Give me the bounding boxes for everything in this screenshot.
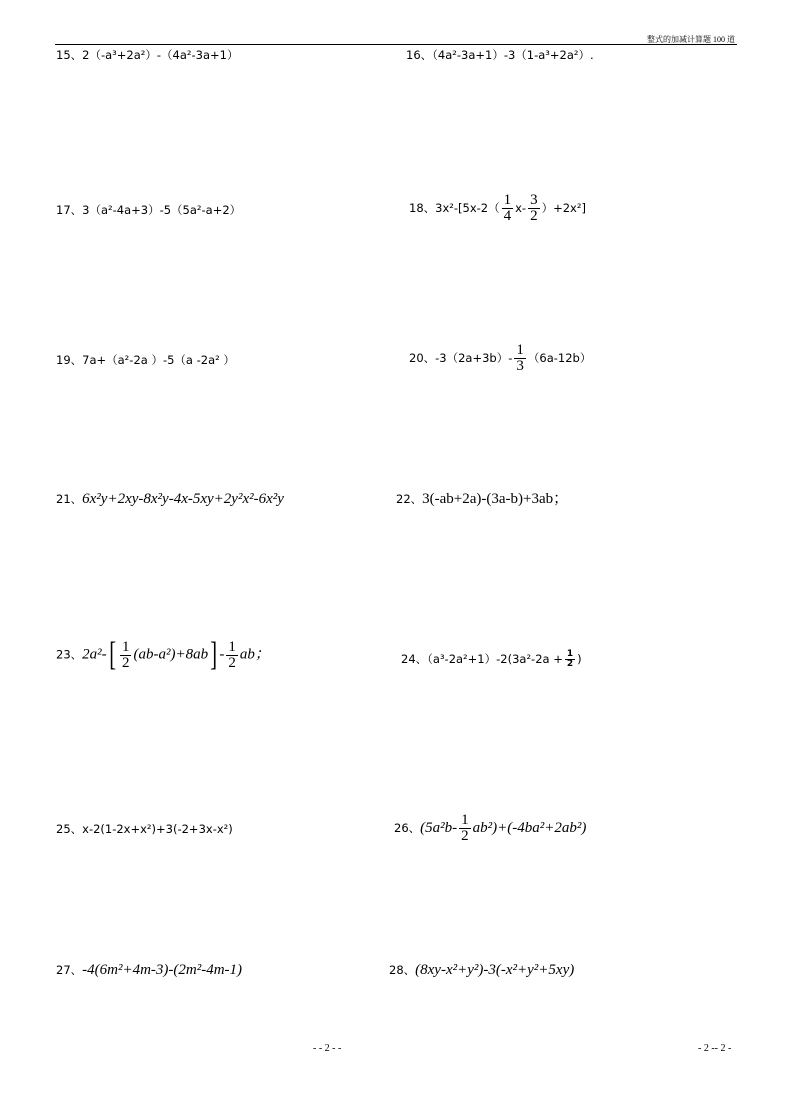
problem-16-expression: （4a²-3a+1）-3（1-a³+2a²）.	[432, 48, 594, 62]
problem-28	[389, 963, 574, 977]
problem-15-number: 15、	[56, 48, 83, 62]
right-bracket: ]	[210, 636, 218, 673]
page-header-title: 整式的加减计算题 100 道	[647, 35, 735, 44]
problem-26	[394, 813, 586, 844]
problem-27	[56, 963, 242, 977]
problem-23-inner: (ab-a²)+8ab	[133, 646, 209, 663]
problem-27-expression: -4(6m²+4m-3)-(2m²-4m-1)	[82, 962, 243, 978]
problem-27-number: 27、	[56, 963, 83, 977]
problem-24-fraction: $\frac{1}{2}$	[566, 649, 574, 669]
problem-23-fraction-2: $\frac{1}{2}$	[228, 638, 236, 671]
problem-18-number: 18、	[409, 201, 436, 215]
problem-16	[406, 48, 594, 62]
problem-20	[409, 343, 591, 374]
header-rule	[55, 44, 737, 45]
problem-26-fraction: $\frac{1}{2}$	[461, 812, 469, 844]
problem-25	[56, 822, 233, 836]
problem-18-pre: 3x²-[5x-2（	[435, 201, 500, 215]
problem-18-fraction-2: $\frac{3}{2}$	[530, 192, 538, 224]
problem-18-mid: x-	[515, 201, 527, 215]
problem-18	[409, 193, 586, 224]
problem-24-post: )	[577, 652, 582, 666]
problem-16-number: 16、	[406, 48, 433, 62]
problem-25-number: 25、	[56, 822, 83, 836]
problem-24-pre: （a³-2a²+1）-2(3a²-2a +	[427, 652, 563, 666]
problem-17-expression: 3（a²-4a+3）-5（5a²-a+2）	[82, 203, 242, 217]
problem-23-post: ab；	[239, 646, 270, 663]
problem-22-number: 22、	[396, 492, 423, 506]
problem-15-expression: 2（-a³+2a²）-（4a²-3a+1）	[82, 48, 239, 62]
problem-18-post: ）+2x²]	[541, 201, 586, 215]
problem-21-expression: 6x²y+2xy-8x²y-4x-5xy+2y²x²-6x²y	[82, 491, 284, 507]
problem-17-number: 17、	[56, 203, 83, 217]
problem-19-number: 19、	[56, 353, 83, 367]
problem-23: 23、2a²-[ $\frac{1}{2}$ (ab-a²)+8ab] - $\frac{1}{2}$ ab；	[56, 636, 270, 673]
problem-24	[401, 650, 582, 669]
problem-26-post: ab²)+(-4ba²+2ab²)	[472, 820, 587, 836]
page-footer-right: - 2 -- 2 -	[698, 1043, 732, 1054]
problem-23-fraction-1: $\frac{1}{2}$	[121, 638, 130, 671]
problem-20-fraction: $\frac{1}{3}$	[516, 342, 524, 374]
problem-22-expression: 3(-ab+2a)-(3a-b)+3ab；	[422, 491, 569, 507]
problem-23-number: 23、	[56, 647, 83, 662]
page-footer-left: - - 2 - -	[313, 1043, 342, 1054]
problem-20-number: 20、	[409, 351, 436, 365]
problem-26-number: 26、	[394, 821, 421, 835]
problem-23-pre: 2a²-	[82, 646, 107, 663]
problem-22	[396, 492, 568, 506]
problem-19	[56, 353, 235, 367]
problem-28-number: 28、	[389, 963, 416, 977]
problem-18-fraction-1: $\frac{1}{4}$	[503, 192, 512, 224]
problem-17	[56, 203, 241, 217]
problem-15	[56, 48, 238, 62]
problem-21-number: 21、	[56, 492, 83, 506]
problem-28-expression: (8xy-x²+y²)-3(-x²+y²+5xy)	[415, 962, 575, 978]
problem-24-number: 24、	[401, 652, 428, 666]
problem-25-expression: x-2(1-2x+x²)+3(-2+3x-x²)	[82, 822, 233, 836]
problem-26-pre: (5a²b-	[420, 820, 458, 836]
problem-20-post: （6a-12b）	[527, 351, 592, 365]
problem-20-pre: -3（2a+3b）-	[435, 351, 513, 365]
problem-21	[56, 492, 284, 506]
problem-19-expression: 7a+（a²-2a ）-5（a -2a² ）	[82, 353, 235, 367]
left-bracket: [	[108, 636, 116, 673]
